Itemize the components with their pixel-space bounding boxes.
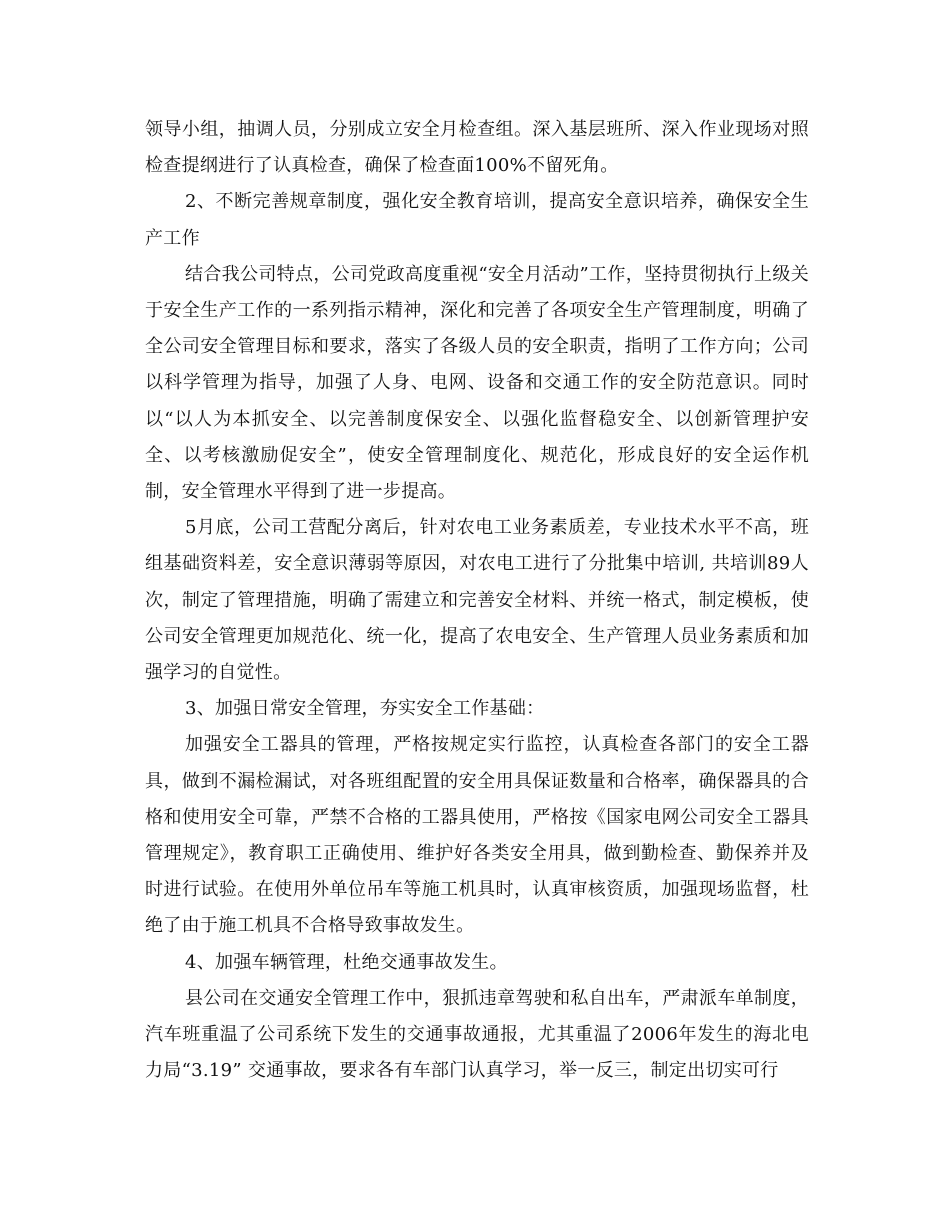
paragraph-6: 加强安全工器具的管理，严格按规定实行监控，认真检查各部门的安全工器具，做到不漏检漏试，对各班组配置的安全用具保证数量和合格率，确保器具的合格和使用安全可靠，严禁不合格的工器具使用，严格按《国家电网公司安全工器具管理规定》，教育职工正确使用、维护好各类安全用具，做到勤检查、勤保养并及时进行试验。在使用外单位吊车等施工机具时，认真审核资质，加强现场监督，杜绝了由于施工机具不合格导致事故发生。 bbox=[145, 734, 809, 937]
heading-section-4: 4、加强车辆管理，杜绝交通事故发生。 bbox=[185, 951, 508, 973]
paragraph-1: 领导小组，抽调人员，分别成立安全月检查组。深入基层班所、深入作业现场对照检查提纲进行了认真检查，确保了检查面100%不留死角。 bbox=[145, 119, 809, 177]
document-body bbox=[145, 112, 809, 1089]
heading-section-2: 2、不断完善规章制度，强化安全教育培训，提高安全意识培养，确保安全生产工作 bbox=[145, 191, 809, 249]
paragraph-8: 县公司在交通安全管理工作中，狠抓违章驾驶和私自出车，严肃派车单制度，汽车班重温了公司系统下发生的交通事故通报，尤其重温了2006年发生的海北电力局“3.19” 交通事故，要求各有车部门认真学习，举一反三，制定出切实可行 bbox=[145, 987, 809, 1082]
paragraph-3: 结合我公司特点，公司党政高度重视“安全月活动”工作，坚持贯彻执行上级关于安全生产工作的一系列指示精神，深化和完善了各项安全生产管理制度，明确了全公司安全管理目标和要求，落实了各级人员的安全职责，指明了工作方向；公司以科学管理为指导，加强了人身、电网、设备和交通工作的安全防范意识。同时以“以人为本抓安全、以完善制度保安全、以强化监督稳安全、以创新管理护安全、以考核激励促安全”，使安全管理制度化、规范化，形成良好的安全运作机制，安全管理水平得到了进一步提高。 bbox=[145, 263, 809, 503]
heading-section-3: 3、加强日常安全管理，夯实安全工作基础： bbox=[185, 698, 545, 720]
paragraph-4: 5月底，公司工营配分离后，针对农电工业务素质差，专业技术水平不高，班组基础资料差，安全意识薄弱等原因，对农电工进行了分批集中培训, 共培训89人次，制定了管理措施，明确了需建立和完善安全材料、并统一格式，制定模板，使公司安全管理更加规范化、统一化，提高了农电安全、生产管理人员业务素质和加强学习的自觉性。 bbox=[145, 517, 809, 684]
